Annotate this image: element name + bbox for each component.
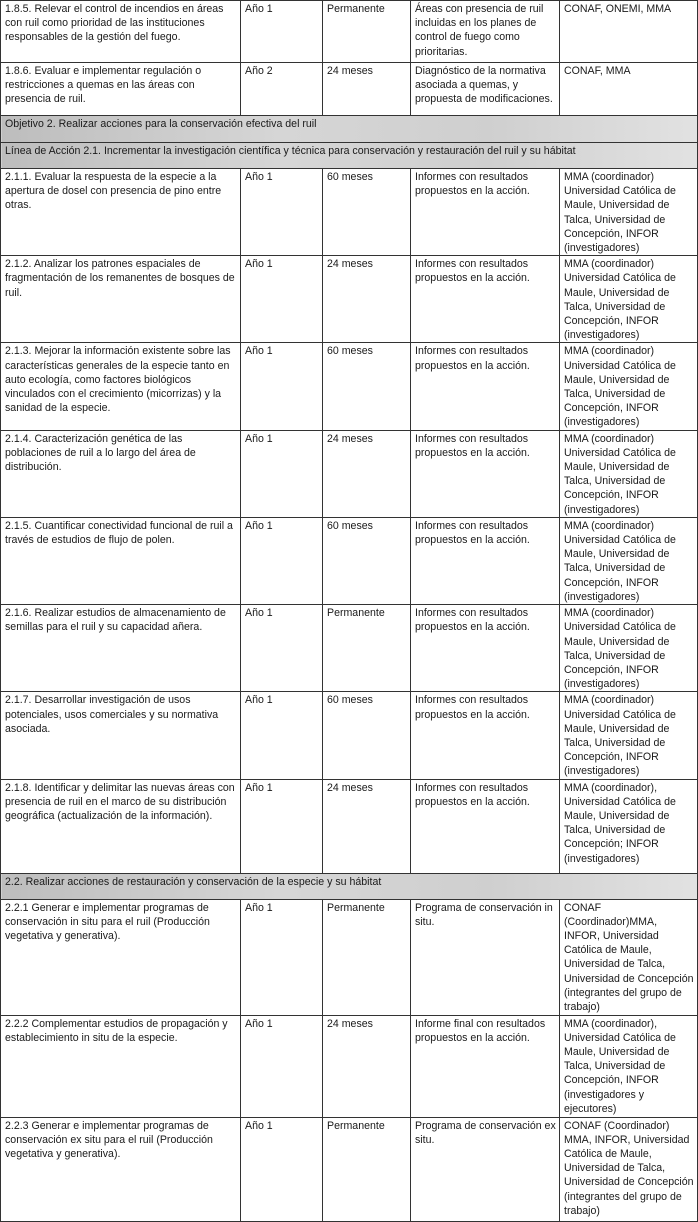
- cell-duration: Permanente: [323, 899, 411, 1015]
- cell-indicator: Programa de conservación ex situ.: [411, 1117, 560, 1221]
- cell-indicator: Programa de conservación in situ.: [411, 899, 560, 1015]
- table-row: [1, 692, 698, 779]
- cell-start: Año 1: [241, 343, 323, 430]
- cell-start: Año 1: [241, 692, 323, 779]
- cell-duration: 24 meses: [323, 430, 411, 517]
- table-row: [1, 1117, 698, 1221]
- cell-duration: 24 meses: [323, 256, 411, 343]
- cell-action: 2.2.1 Generar e implementar programas de conservación in situ para el ruil (Producción vegetativa y generativa).: [1, 899, 241, 1015]
- table-row: [1, 1015, 698, 1117]
- cell-indicator: Informes con resultados propuestos en la acción.: [411, 343, 560, 430]
- cell-responsible: CONAF (Coordinador) MMA, INFOR, Universidad Católica de Maule, Universidad de Talca, Universidad de Concepción (integrantes del grupo de trabajo): [560, 1117, 698, 1221]
- cell-start: Año 2: [241, 63, 323, 116]
- objective-header: [1, 116, 698, 143]
- cell-indicator: Informes con resultados propuestos en la acción.: [411, 256, 560, 343]
- cell-responsible: MMA (coordinador) Universidad Católica de Maule, Universidad de Talca, Universidad de Concepción, INFOR (investigadores): [560, 343, 698, 430]
- cell-action: 2.1.1. Evaluar la respuesta de la especie a la apertura de dosel con presencia de pino entre otras.: [1, 169, 241, 256]
- cell-action: 2.1.3. Mejorar la información existente sobre las características generales de la especie tanto en auto ecología, como factores biológicos vinculados con el crecimiento (micorrizas) y la sanidad de la especie.: [1, 343, 241, 430]
- table-row: [1, 899, 698, 1015]
- table-row: [1, 1, 698, 63]
- cell-responsible: MMA (coordinador) Universidad Católica de Maule, Universidad de Talca, Universidad de Concepción, INFOR (investigadores): [560, 517, 698, 604]
- table-row: [1, 517, 698, 604]
- cell-indicator: Informes con resultados propuestos en la acción.: [411, 605, 560, 692]
- cell-start: Año 1: [241, 1, 323, 63]
- cell-indicator: Informe final con resultados propuestos en la acción.: [411, 1015, 560, 1117]
- action-line-header: [1, 143, 698, 169]
- cell-responsible: MMA (coordinador), Universidad Católica de Maule, Universidad de Talca, Universidad de Concepción, INFOR (investigadores y ejecutores): [560, 1015, 698, 1117]
- cell-indicator: Informes con resultados propuestos en la acción.: [411, 517, 560, 604]
- cell-indicator: Diagnóstico de la normativa asociada a quemas, y propuesta de modificaciones.: [411, 63, 560, 116]
- cell-duration: 24 meses: [323, 63, 411, 116]
- cell-responsible: MMA (coordinador) Universidad Católica de Maule, Universidad de Talca, Universidad de Concepción, INFOR (investigadores): [560, 692, 698, 779]
- cell-action: 2.1.4. Caracterización genética de las poblaciones de ruil a lo largo del área de distribución.: [1, 430, 241, 517]
- table-row: [1, 343, 698, 430]
- table-row: [1, 256, 698, 343]
- cell-responsible: CONAF, ONEMI, MMA: [560, 1, 698, 63]
- table-row: [1, 430, 698, 517]
- table-row: [1, 779, 698, 873]
- action-line-header-label: Línea de Acción 2.1. Incrementar la investigación científica y técnica para conservación y restauración del ruil y su hábitat: [1, 143, 698, 169]
- cell-duration: Permanente: [323, 1, 411, 63]
- cell-action: 1.8.5. Relevar el control de incendios en áreas con ruil como prioridad de las instituciones responsables de la gestión del fuego.: [1, 1, 241, 63]
- cell-responsible: CONAF, MMA: [560, 63, 698, 116]
- action-line-header: [1, 873, 698, 899]
- cell-start: Año 1: [241, 169, 323, 256]
- cell-indicator: Informes con resultados propuestos en la acción.: [411, 430, 560, 517]
- objective-header-label: Objetivo 2. Realizar acciones para la conservación efectiva del ruil: [1, 116, 698, 143]
- cell-action: 2.1.2. Analizar los patrones espaciales de fragmentación de los remanentes de bosques de ruil.: [1, 256, 241, 343]
- cell-indicator: Informes con resultados propuestos en la acción.: [411, 779, 560, 873]
- cell-duration: 24 meses: [323, 1015, 411, 1117]
- cell-responsible: MMA (coordinador) Universidad Católica de Maule, Universidad de Talca, Universidad de Concepción, INFOR (investigadores): [560, 430, 698, 517]
- cell-responsible: MMA (coordinador) Universidad Católica de Maule, Universidad de Talca, Universidad de Concepción, INFOR (investigadores): [560, 605, 698, 692]
- cell-responsible: CONAF (Coordinador)MMA, INFOR, Universidad Católica de Maule, Universidad de Talca, Universidad de Concepción (integrantes del grupo de trabajo): [560, 899, 698, 1015]
- cell-duration: 24 meses: [323, 779, 411, 873]
- cell-action: 2.1.8. Identificar y delimitar las nuevas áreas con presencia de ruil en el marco de su distribución geográfica (actualización de la información).: [1, 779, 241, 873]
- cell-start: Año 1: [241, 779, 323, 873]
- cell-action: 2.2.2 Complementar estudios de propagación y establecimiento in situ de la especie.: [1, 1015, 241, 1117]
- cell-responsible: MMA (coordinador), Universidad Católica de Maule, Universidad de Talca, Universidad de Concepción; INFOR (investigadores): [560, 779, 698, 873]
- cell-responsible: MMA (coordinador) Universidad Católica de Maule, Universidad de Talca, Universidad de Concepción, INFOR (investigadores): [560, 256, 698, 343]
- cell-duration: Permanente: [323, 1117, 411, 1221]
- cell-indicator: Áreas con presencia de ruil incluidas en los planes de control de fuego como prioritarias.: [411, 1, 560, 63]
- cell-start: Año 1: [241, 899, 323, 1015]
- cell-action: 2.1.6. Realizar estudios de almacenamiento de semillas para el ruil y su capacidad añera.: [1, 605, 241, 692]
- cell-start: Año 1: [241, 1015, 323, 1117]
- table-row: [1, 169, 698, 256]
- cell-duration: 60 meses: [323, 169, 411, 256]
- cell-action: 2.1.7. Desarrollar investigación de usos potenciales, usos comerciales y su normativa asociada.: [1, 692, 241, 779]
- cell-start: Año 1: [241, 256, 323, 343]
- cell-start: Año 1: [241, 1117, 323, 1221]
- cell-indicator: Informes con resultados propuestos en la acción.: [411, 169, 560, 256]
- cell-start: Año 1: [241, 430, 323, 517]
- cell-action: 2.1.5. Cuantificar conectividad funcional de ruil a través de estudios de flujo de polen.: [1, 517, 241, 604]
- cell-indicator: Informes con resultados propuestos en la acción.: [411, 692, 560, 779]
- action-line-header-label: 2.2. Realizar acciones de restauración y conservación de la especie y su hábitat: [1, 873, 698, 899]
- cell-action: 1.8.6. Evaluar e implementar regulación o restricciones a quemas en las áreas con presencia de ruil.: [1, 63, 241, 116]
- table-row: [1, 63, 698, 116]
- cell-action: 2.2.3 Generar e implementar programas de conservación ex situ para el ruil (Producción vegetativa y generativa).: [1, 1117, 241, 1221]
- table-row: [1, 605, 698, 692]
- cell-start: Año 1: [241, 517, 323, 604]
- cell-duration: 60 meses: [323, 517, 411, 604]
- cell-duration: Permanente: [323, 605, 411, 692]
- cell-responsible: MMA (coordinador) Universidad Católica de Maule, Universidad de Talca, Universidad de Concepción, INFOR (investigadores): [560, 169, 698, 256]
- cell-duration: 60 meses: [323, 692, 411, 779]
- cell-start: Año 1: [241, 605, 323, 692]
- cell-duration: 60 meses: [323, 343, 411, 430]
